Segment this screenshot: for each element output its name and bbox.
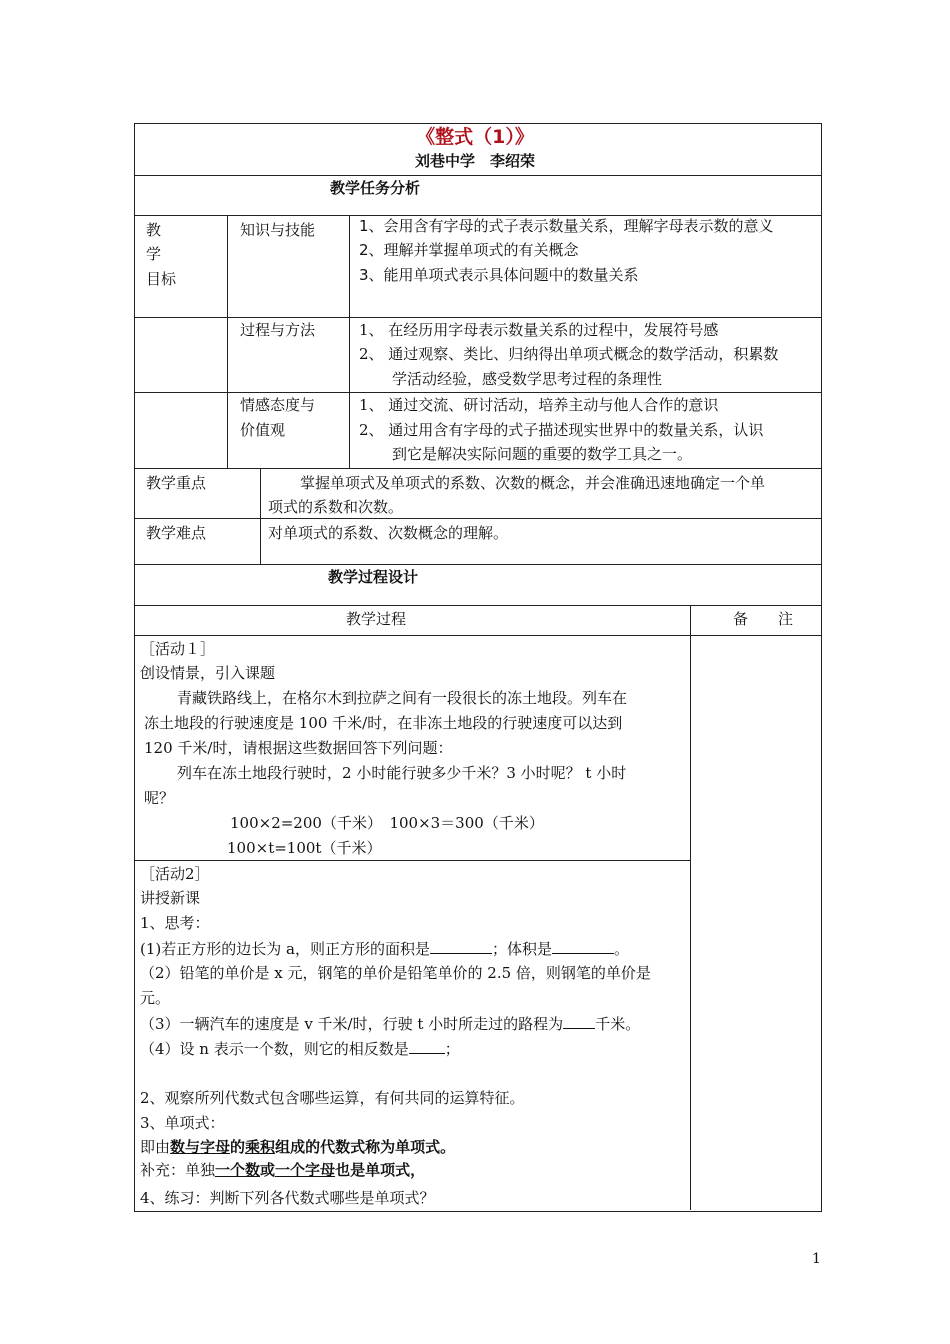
author-line: 刘巷中学 李绍荣: [414, 152, 535, 170]
monomial-definition: [140, 1140, 455, 1155]
supplement-part: 或: [260, 1161, 276, 1179]
knowledge-item-1: 1、会用含有字母的式子表示数量关系，理解字母表示数的意义: [359, 217, 774, 235]
answer-blank[interactable]: [552, 941, 614, 954]
page-number: 1: [812, 1251, 821, 1267]
process-line-2: 2、 通过观察、类比、归纳得出单项式概念的数学活动，积累数: [359, 345, 779, 363]
definition-part: 即由: [140, 1138, 171, 1156]
emotion-line-2: 2、 通过用含有字母的式子描述现实世界中的数量关系，认识: [359, 421, 764, 439]
rule: [134, 317, 228, 318]
emotion-label-1: 情感态度与: [240, 396, 316, 414]
activity2-title: ［活动2］: [140, 865, 210, 883]
difficulty-text: 对单项式的系数、次数概念的理解。: [268, 524, 509, 542]
rule: [134, 860, 690, 861]
question-1-end: 。: [613, 940, 629, 958]
key-point-line-1: 掌握单项式及单项式的系数、次数的概念，并会准确迅速地确定一个单: [300, 474, 766, 492]
rule: [134, 392, 821, 393]
activity1-title: ［活动１］: [140, 640, 216, 658]
activity1-para-line-3: 120 千米/时，请根据这些数据回答下列问题：: [144, 739, 453, 757]
question-4-end: ；: [444, 1040, 460, 1058]
activity2-subtitle: 讲授新课: [140, 889, 201, 907]
definition-part: 组成的代数式称为单项式。: [275, 1138, 456, 1156]
question-3: [140, 1016, 640, 1032]
definition-part: 的: [230, 1138, 246, 1156]
activity2-think: 1、思考：: [140, 914, 210, 932]
goals-label-3: 目标: [146, 270, 177, 288]
key-point-line-2: 项式的系数和次数。: [268, 498, 404, 516]
document-title: 《整式（1）》: [416, 126, 534, 148]
answer-blank[interactable]: [563, 1016, 595, 1029]
process-label: 过程与方法: [240, 321, 316, 339]
rule: [134, 215, 821, 216]
section-heading-task-analysis: 教学任务分析: [330, 179, 421, 197]
question-2-line-2: 元。: [140, 989, 171, 1007]
monomial-heading: 3、单项式：: [140, 1114, 225, 1132]
activity1-question-line-1: 列车在冻土地段行驶时，2 小时能行驶多少千米？3 小时呢？ t 小时: [177, 764, 627, 782]
knowledge-item-3: 3、能用单项式表示具体问题中的数量关系: [359, 266, 639, 284]
supplement-keyword: 一个数: [215, 1161, 261, 1179]
definition-keyword: 数与字母: [170, 1138, 231, 1156]
knowledge-label: 知识与技能: [240, 221, 316, 239]
definition-keyword: 乘积: [245, 1138, 276, 1156]
question-4: [140, 1041, 460, 1057]
key-point-label: 教学重点: [146, 474, 207, 492]
process-line-3: 学活动经验，感受数学思考过程的条理性: [392, 370, 663, 388]
emotion-line-1: 1、 通过交流、研讨活动，培养主动与他人合作的意识: [359, 396, 719, 414]
rule: [349, 215, 350, 468]
emotion-label-2: 价值观: [240, 421, 286, 439]
activity1-calc-2: 100×t=100t（千米）: [227, 839, 382, 857]
question-1-prefix: (1)若正方形的边长为 a，则正方形的面积是: [140, 940, 430, 958]
answer-blank[interactable]: [409, 1041, 445, 1054]
rule: [260, 468, 261, 564]
supplement-part: 补充：单独: [140, 1161, 216, 1179]
question-4-prefix: （4）设 n 表示一个数，则它的相反数是: [140, 1040, 409, 1058]
process-line-1: 1、 在经历用字母表示数量关系的过程中，发展符号感: [359, 321, 719, 339]
activity1-para-line-2: 冻土地段的行驶速度是 100 千米/时，在非冻土地段的行驶速度可以达到: [144, 714, 623, 732]
question-3-prefix: （3）一辆汽车的速度是 v 千米/时，行驶 t 小时所走过的路程为: [140, 1015, 564, 1033]
goals-label-1: 教: [146, 221, 162, 239]
exercise-prompt: 4、练习：判断下列各代数式哪些是单项式？: [140, 1189, 435, 1207]
question-2-line-1: （2）铅笔的单价是 x 元，钢笔的单价是铅笔单价的 2.5 倍，则钢笔的单价是: [140, 964, 651, 982]
knowledge-item-2: 2、理解并掌握单项式的有关概念: [359, 241, 579, 259]
monomial-supplement: [140, 1163, 425, 1178]
goals-label-2: 学: [146, 245, 162, 263]
rule: [134, 564, 821, 565]
supplement-keyword: 一个字母: [275, 1161, 336, 1179]
supplement-part: 也是单项式，: [335, 1161, 426, 1179]
observe-prompt: 2、观察所列代数式包含哪些运算，有何共同的运算特征。: [140, 1089, 525, 1107]
answer-blank[interactable]: [430, 941, 492, 954]
rule: [690, 605, 691, 1210]
column-header-process: 教学过程: [346, 610, 407, 628]
question-3-end: 千米。: [595, 1015, 641, 1033]
activity1-calc-1: 100×2=200（千米） 100×3＝300（千米）: [230, 814, 544, 832]
activity1-para-line-1: 青藏铁路线上，在格尔木到拉萨之间有一段很长的冻土地段。列车在: [177, 689, 628, 707]
difficulty-label: 教学难点: [146, 524, 207, 542]
rule: [134, 605, 821, 606]
column-header-notes: 备 注: [733, 610, 794, 628]
activity1-question-line-2: 呢？: [144, 789, 175, 807]
rule: [134, 468, 821, 469]
section-heading-process-design: 教学过程设计: [328, 568, 419, 586]
rule: [134, 635, 821, 636]
question-1-middle: ；体积是: [491, 940, 552, 958]
activity1-subtitle: 创设情景，引入课题: [140, 664, 276, 682]
rule: [227, 215, 228, 468]
rule: [134, 518, 821, 519]
rule: [134, 175, 821, 176]
question-1: [140, 941, 629, 957]
emotion-line-3: 到它是解决实际问题的重要的数学工具之一。: [392, 445, 693, 463]
rule: [228, 317, 821, 318]
